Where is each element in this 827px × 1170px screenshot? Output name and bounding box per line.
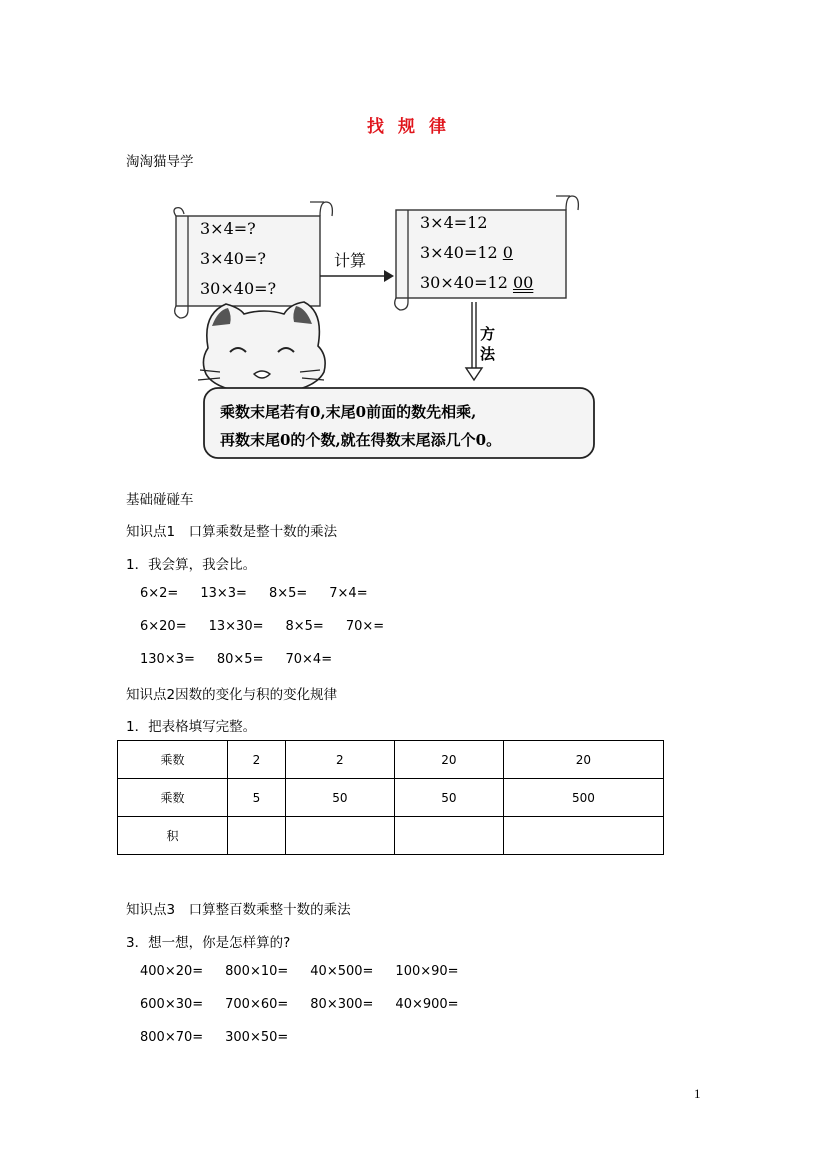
math-problem: 40×900= bbox=[395, 997, 459, 1012]
math-problem: 800×70= bbox=[140, 1030, 204, 1045]
math-problem: 13×30= bbox=[208, 619, 264, 634]
table-cell: 500 bbox=[503, 779, 663, 817]
answer-cell[interactable] bbox=[394, 817, 503, 855]
math-problem: 130×3= bbox=[140, 652, 195, 667]
table-cell: 2 bbox=[285, 741, 394, 779]
math-problem: 800×10= bbox=[225, 964, 289, 979]
answer-cell[interactable] bbox=[285, 817, 394, 855]
kp3-row bbox=[140, 997, 481, 1012]
kp3-question: 3．想一想，你是怎样算的? bbox=[126, 935, 291, 951]
title-char: 律 bbox=[429, 117, 460, 137]
math-problem: 13×3= bbox=[200, 586, 247, 601]
section-basic: 基础碰碰车 bbox=[126, 492, 194, 508]
answer-line bbox=[420, 208, 533, 238]
table-row bbox=[118, 741, 664, 779]
title-char: 找 bbox=[367, 117, 398, 137]
math-problem: 6×2= bbox=[140, 586, 179, 601]
table-cell: 2 bbox=[228, 741, 286, 779]
method-label: 方法 bbox=[480, 325, 496, 363]
right-scroll-text bbox=[420, 208, 533, 298]
page-number: 1 bbox=[694, 1086, 701, 1101]
math-problem: 700×60= bbox=[225, 997, 289, 1012]
math-problem: 6×20= bbox=[140, 619, 187, 634]
kp2-heading: 知识点2因数的变化与积的变化规律 bbox=[126, 687, 338, 703]
intro-label: 淘淘猫导学 bbox=[126, 154, 194, 170]
answer-line bbox=[420, 238, 533, 268]
math-problem: 80×300= bbox=[310, 997, 374, 1012]
kp1-heading: 知识点1 口算乘数是整十数的乘法 bbox=[126, 524, 338, 540]
table-row bbox=[118, 779, 664, 817]
problem-line: 30×40=? bbox=[200, 279, 277, 298]
math-problem: 100×90= bbox=[395, 964, 459, 979]
answer-text: 3×40=12 bbox=[420, 243, 503, 262]
math-problem: 7×4= bbox=[329, 586, 368, 601]
row-header: 乘数 bbox=[118, 741, 228, 779]
math-problem: 70×4= bbox=[285, 652, 333, 667]
kp3-row bbox=[140, 964, 481, 979]
cat-mascot bbox=[198, 302, 325, 394]
kp1-row bbox=[140, 586, 390, 601]
math-problem: 600×30= bbox=[140, 997, 204, 1012]
table-cell: 20 bbox=[394, 741, 503, 779]
table-cell: 5 bbox=[228, 779, 286, 817]
math-problem: 40×500= bbox=[310, 964, 374, 979]
table-cell: 20 bbox=[503, 741, 663, 779]
trailing-zero: 00 bbox=[512, 273, 534, 292]
trailing-zero: 0 bbox=[502, 243, 513, 262]
math-problem: 300×50= bbox=[225, 1030, 289, 1045]
math-problem: 70×= bbox=[345, 619, 385, 634]
math-problem: 8×5= bbox=[285, 619, 324, 634]
problem-line: 3×4=? bbox=[200, 219, 256, 238]
answer-text: 3×4=12 bbox=[420, 213, 488, 232]
kp1-question: 1．我会算，我会比。 bbox=[126, 557, 257, 573]
math-problem: 80×5= bbox=[216, 652, 264, 667]
row-header: 积 bbox=[118, 817, 228, 855]
guide-illustration bbox=[170, 184, 604, 468]
bubble-line: 再数末尾0的个数,就在得数末尾添几个0。 bbox=[220, 431, 502, 449]
answer-text: 30×40=12 bbox=[420, 273, 513, 292]
math-problem: 400×20= bbox=[140, 964, 204, 979]
answer-cell[interactable] bbox=[503, 817, 663, 855]
factor-table bbox=[117, 740, 664, 855]
kp3-heading: 知识点3 口算整百数乘整十数的乘法 bbox=[126, 902, 351, 918]
table-row bbox=[118, 817, 664, 855]
kp3-row bbox=[140, 1030, 310, 1045]
row-header: 乘数 bbox=[118, 779, 228, 817]
page-title bbox=[0, 112, 827, 137]
table-cell: 50 bbox=[285, 779, 394, 817]
table-cell: 50 bbox=[394, 779, 503, 817]
left-scroll-text bbox=[200, 214, 276, 304]
bubble-line: 乘数末尾若有0,末尾0前面的数先相乘, bbox=[220, 403, 477, 421]
kp1-row bbox=[140, 652, 354, 667]
math-problem: 8×5= bbox=[268, 586, 308, 601]
kp1-row bbox=[140, 619, 406, 634]
answer-line bbox=[420, 268, 533, 298]
problem-line: 3×40=? bbox=[200, 249, 266, 268]
bubble-text bbox=[220, 398, 501, 454]
compute-label: 计算 bbox=[334, 251, 367, 270]
kp2-question: 1．把表格填写完整。 bbox=[126, 719, 257, 735]
title-char: 规 bbox=[398, 117, 429, 137]
answer-cell[interactable] bbox=[228, 817, 286, 855]
